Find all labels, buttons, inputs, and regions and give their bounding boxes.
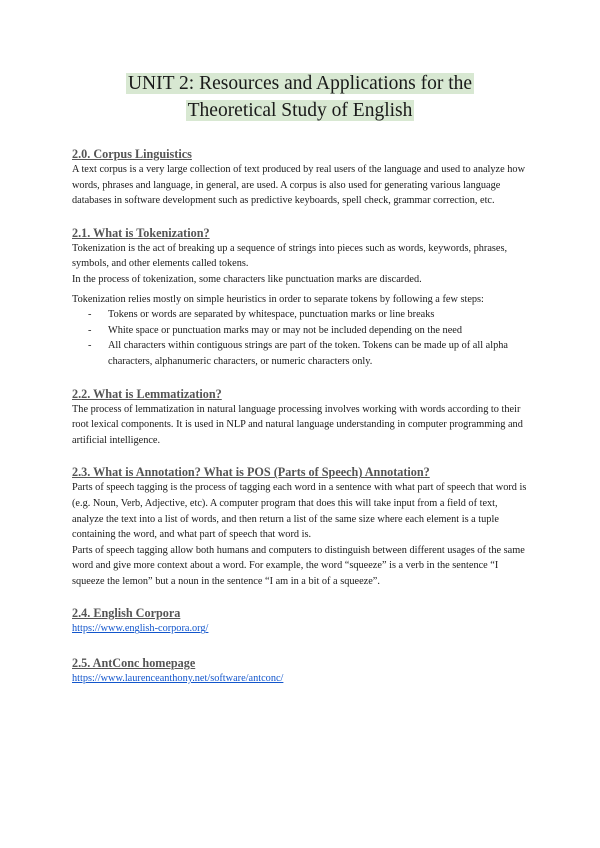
dash-marker: -	[88, 340, 92, 352]
document-title	[72, 70, 528, 124]
tokenization-paragraph-3: Tokenization relies mostly on simple heuristics in order to separate tokens by following a few steps:	[72, 293, 484, 305]
heading-corpus-linguistics: 2.0. Corpus Linguistics	[72, 147, 192, 161]
dash-marker: -	[88, 309, 92, 321]
document-page	[72, 70, 528, 687]
heading-english-corpora: 2.4. English Corpora	[72, 606, 181, 621]
heading-lemmatization: 2.2. What is Lemmatization?	[72, 386, 222, 401]
tokenization-paragraph-1: Tokenization is the act of breaking up a sequence of strings into pieces such as words, keywords, phrases, symbols, and other elements called tokens.	[72, 242, 508, 270]
title-line-1: UNIT 2: Resources and Applications for the	[127, 73, 473, 94]
annotation-paragraph-2: Parts of speech tagging allow both humans and computers to distinguish between different usages of the same word and give more context about a word. For example, the word “squeeze” is a verb in the sentence “I squeeze the lemon” but a noun in the sentence “I am in a bit of a squeeze”.	[72, 544, 525, 587]
list-item: - White space or punctuation marks may or may not be included depending on the need	[88, 323, 528, 339]
tokenization-paragraph-2: In the process of tokenization, some characters like punctuation marks are discarded.	[72, 273, 422, 285]
title-line-2: Theoretical Study of English	[187, 100, 413, 121]
antconc-link[interactable]: https://www.laurenceanthony.net/software/antconc/	[72, 673, 284, 685]
heading-annotation: 2.3. What is Annotation? What is POS (Parts of Speech) Annotation?	[72, 465, 430, 480]
lemmatization-paragraph: The process of lemmatization in natural language processing involves working with words according to their root lexical components. It is used in NLP and natural language understanding in computer programming and artificial intelligence.	[72, 403, 523, 446]
dash-marker: -	[88, 324, 92, 336]
heading-antconc: 2.5. AntConc homepage	[72, 656, 196, 671]
list-item: - All characters within contiguous strings are part of the token. Tokens can be made up of all alpha characters, alphanumeric characters, or numeric characters only.	[88, 340, 508, 367]
heading-tokenization: 2.1. What is Tokenization?	[72, 225, 210, 240]
tokenization-steps-list	[72, 307, 528, 369]
list-item: - Tokens or words are separated by whitespace, punctuation marks or line breaks	[88, 307, 528, 323]
corpus-paragraph: A text corpus is a very large collection of text produced by real users of the language and used to analyze how words, phrases and language, in general, are used. A corpus is also used for generating various language databases in software development such as predictive keyboards, spell check, grammar correction, etc.	[72, 164, 526, 207]
annotation-paragraph-1: Parts of speech tagging is the process of tagging each word in a sentence with what part of speech that word is (e.g. Noun, Verb, Adjective, etc). A computer program that does this will take input from a field of text, analyze the text into a list of words, and then return a list of the same size where each element is a tuple containing the word, and what part of speech that word is.	[72, 482, 527, 541]
english-corpora-link[interactable]: https://www.english-corpora.org/	[72, 623, 209, 635]
